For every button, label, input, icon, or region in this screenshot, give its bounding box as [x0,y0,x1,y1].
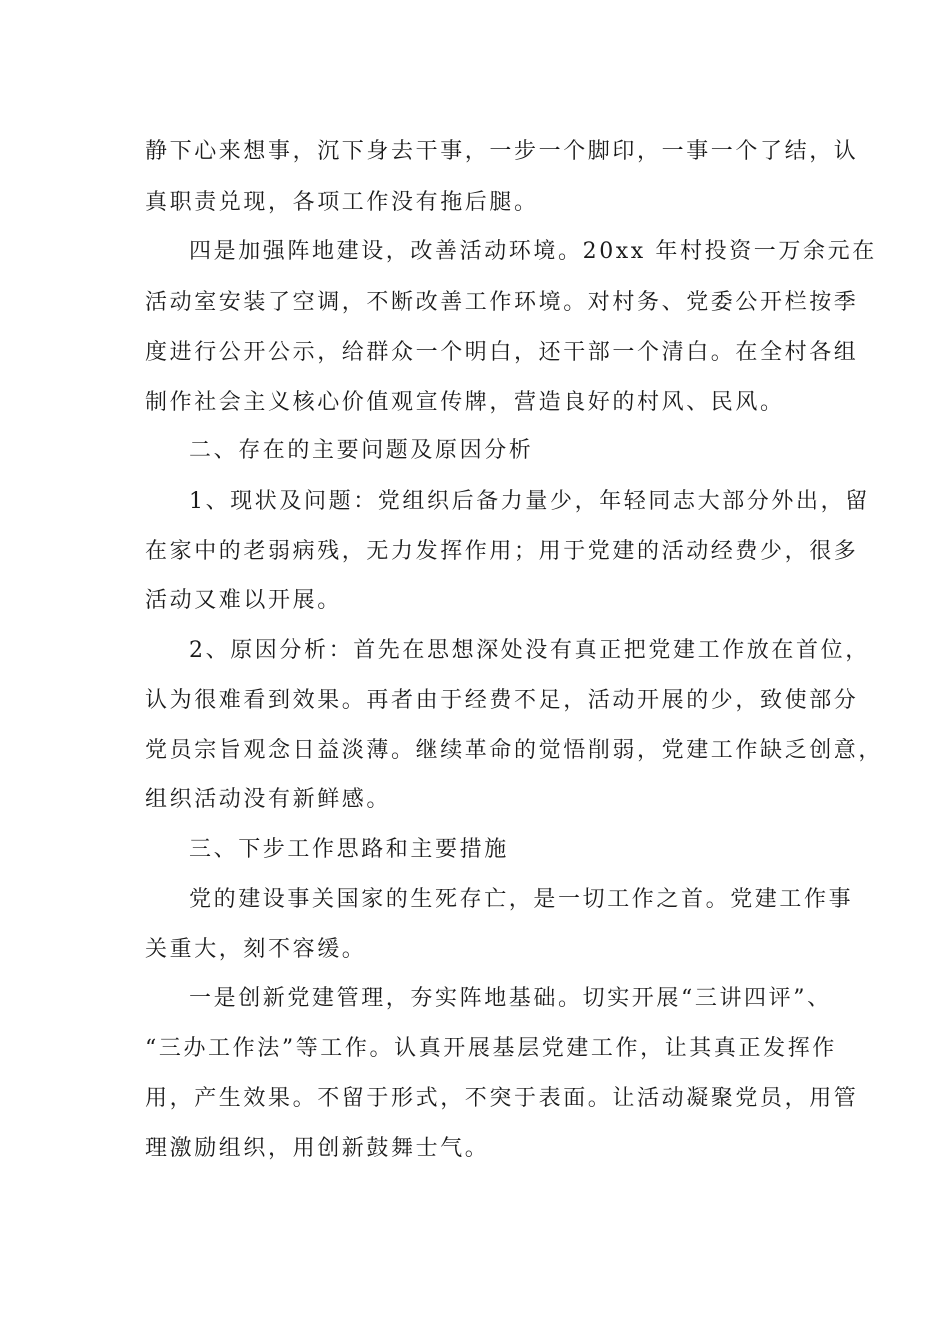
text-line: 静下心来想事，沉下身去干事，一步一个脚印，一事一个了结，认 [145,139,859,164]
text-line: 活动室安装了空调，不断改善工作环境。对村务、党委公开栏按季 [145,290,859,315]
text-line: 真职责兑现，各项工作没有拖后腿。 [145,190,539,215]
paragraph-start: 2、原因分析：首先在思想深处没有真正把党建工作放在首位， [189,638,870,663]
text-line: 认为很难看到效果。再者由于经费不足，活动开展的少，致使部分 [145,688,859,713]
text-line: 度进行公开公示，给群众一个明白，还干部一个清白。在全村各组 [145,340,859,365]
text-line: 制作社会主义核心价值观宣传牌，营造良好的村风、民风。 [145,390,785,415]
section-heading: 二、存在的主要问题及原因分析 [189,438,534,463]
text-line: 理激励组织，用创新鼓舞士气。 [145,1136,490,1161]
text-line: 党员宗旨观念日益淡薄。继续革命的觉悟削弱，党建工作缺乏创意， [145,738,884,763]
paragraph-start: 四是加强阵地建设，改善活动环境。20xx 年村投资一万余元在 [189,239,877,264]
paragraph-start: 党的建设事关国家的生死存亡，是一切工作之首。党建工作事 [189,887,854,912]
text-line: 活动又难以开展。 [145,588,342,613]
paragraph-start: 1、现状及问题：党组织后备力量少，年轻同志大部分外出，留 [189,489,870,514]
section-heading: 三、下步工作思路和主要措施 [189,837,509,862]
paragraph-start: 一是创新党建管理，夯实阵地基础。切实开展“三讲四评”、 [189,986,832,1011]
text-line: 关重大，刻不容缓。 [145,937,367,962]
text-line: 组织活动没有新鲜感。 [145,787,392,812]
text-line: 用，产生效果。不留于形式，不突于表面。让活动凝聚党员，用管 [145,1086,859,1111]
text-line: “三办工作法”等工作。认真开展基层党建工作，让其真正发挥作 [145,1036,837,1061]
text-line: 在家中的老弱病残，无力发挥作用；用于党建的活动经费少，很多 [145,539,859,564]
